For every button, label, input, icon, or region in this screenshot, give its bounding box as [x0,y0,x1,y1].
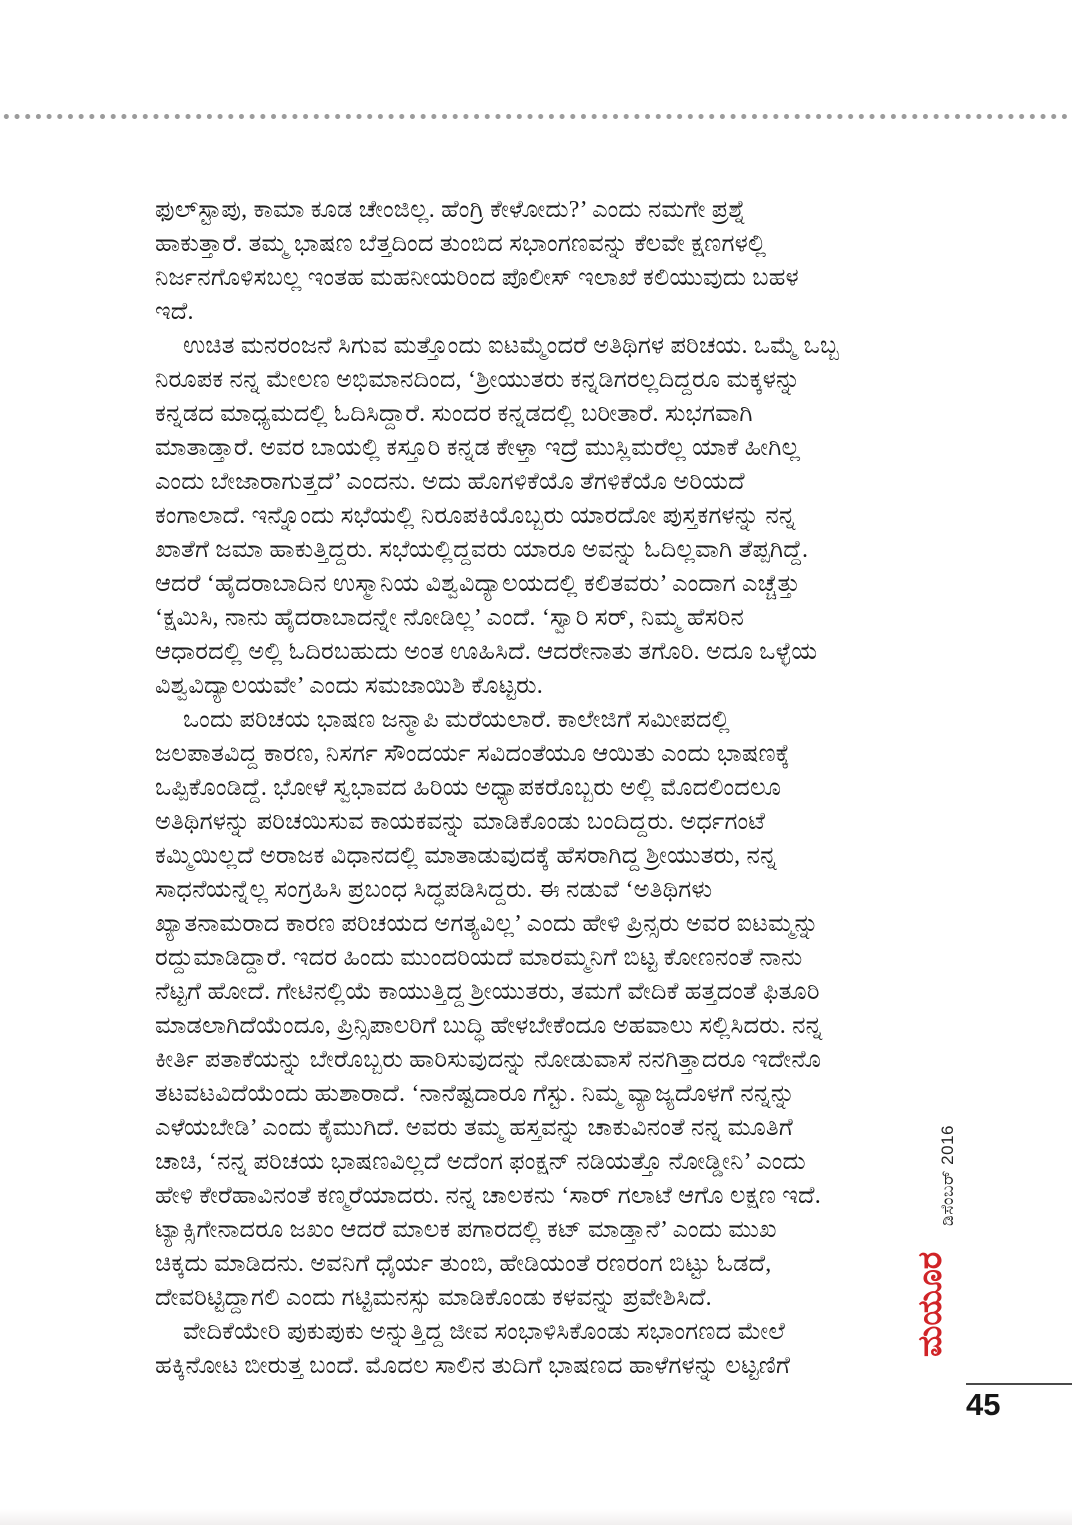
folio-rule [966,1383,1072,1385]
text-line: ಒಂದು ಪರಿಚಯ ಭಾಷಣ ಜನ್ಮಾಪಿ ಮರೆಯಲಾರೆ. ಕಾಲೇಜಿಗೆ ಸಮೀಪದಲ್ಲಿ [183,707,730,733]
dotted-divider [0,113,1072,120]
text-line: ಹಾಕುತ್ತಾರೆ. ತಮ್ಮ ಭಾಷಣ ಬೆತ್ತದಿಂದ ತುಂಬಿದ ಸಭಾಂಗಣವನ್ನು ಕೆಲವೇ ಕ್ಷಣಗಳಲ್ಲಿ [155,231,767,257]
text-line: ಜಲಪಾತವಿದ್ದ ಕಾರಣ, ನಿಸರ್ಗ ಸೌಂದರ್ಯ ಸವಿದಂತೆಯೂ ಆಯಿತು ಎಂದು ಭಾಷಣಕ್ಕೆ [155,741,790,767]
text-line: ಎಳೆಯಬೇಡಿ’ ಎಂದು ಕೈಮುಗಿದೆ. ಅವರು ತಮ್ಮ ಹಸ್ತವನ್ನು ಚಾಕುವಿನಂತೆ ನನ್ನ ಮೂತಿಗೆ [155,1115,793,1141]
text-line: ವೇದಿಕೆಯೇರಿ ಪುಕುಪುಕು ಅನ್ನುತ್ತಿದ್ದ ಜೀವ ಸಂಭಾಳಿಸಿಕೊಂಡು ಸಭಾಂಗಣದ ಮೇಲೆ [183,1319,786,1345]
text-line: ಟ್ಯಾಕ್ಸಿಗೇನಾದರೂ ಜಖಂ ಆದರೆ ಮಾಲಕ ಪಗಾರದಲ್ಲಿ ಕಟ್ ಮಾಡ್ತಾನೆ’ ಎಂದು ಮುಖ [155,1217,777,1243]
page-bottom-edge [0,1509,1072,1525]
text-line: ಸಾಧನೆಯನ್ನೆಲ್ಲ ಸಂಗ್ರಹಿಸಿ ಪ್ರಬಂಧ ಸಿದ್ಧಪಡಿಸಿದ್ದರು. ಈ ನಡುವೆ ‘ಅತಿಥಿಗಳು [155,877,713,903]
text-line: ಚಿಕ್ಕದು ಮಾಡಿದನು. ಅವನಿಗೆ ಧೈರ್ಯ ತುಂಬಿ, ಹೇಡಿಯಂತೆ ರಣರಂಗ ಬಿಟ್ಟು ಓಡದೆ, [155,1251,772,1277]
text-line: ನಿರ್ಜನಗೊಳಿಸಬಲ್ಲ ಇಂತಹ ಮಹನೀಯರಿಂದ ಪೊಲೀಸ್ ಇಲಾಖೆ ಕಲಿಯುವುದು ಬಹಳ [155,265,799,291]
text-line: ಕಮ್ಮಿಯಿಲ್ಲದೆ ಅರಾಜಕ ವಿಧಾನದಲ್ಲಿ ಮಾತಾಡುವುದಕ್ಕೆ ಹೆಸರಾಗಿದ್ದ ಶ್ರೀಯುತರು, ನನ್ನ [155,843,777,869]
paragraph [155,329,955,703]
text-line: ಆದರೆ ‘ಹೈದರಾಬಾದಿನ ಉಸ್ಮಾನಿಯ ವಿಶ್ವವಿದ್ಯಾಲಯದಲ್ಲಿ ಕಲಿತವರು’ ಎಂದಾಗ ಎಚ್ಚೆತ್ತು [155,571,801,597]
paragraph [155,703,955,1315]
magazine-title: ಮಯೂರ [913,1251,949,1357]
text-line: ಮಾತಾಡ್ತಾರೆ. ಅವರ ಬಾಯಲ್ಲಿ ಕಸ್ತೂರಿ ಕನ್ನಡ ಕೇಳ್ತಾ ಇದ್ರೆ ಮುಸ್ಲಿಮರೆಲ್ಲ ಯಾಕೆ ಹೀಗಿಲ್ಲ [155,435,801,461]
text-line: ‘ಕ್ಷಮಿಸಿ, ನಾನು ಹೈದರಾಬಾದನ್ನೇ ನೋಡಿಲ್ಲ’ ಎಂದೆ. ‘ಸ್ವಾರಿ ಸರ್, ನಿಮ್ಮ ಹೆಸರಿನ [155,605,745,631]
text-line: ರದ್ದುಮಾಡಿದ್ದಾರೆ. ಇದರ ಹಿಂದು ಮುಂದರಿಯದೆ ಮಾರಮ್ಮನಿಗೆ ಬಿಟ್ಟ ಕೋಣನಂತೆ ನಾನು [155,945,803,971]
text-line: ಕಂಗಾಲಾದೆ. ಇನ್ನೊಂದು ಸಭೆಯಲ್ಲಿ ನಿರೂಪಕಿಯೊಬ್ಬರು ಯಾರದೋ ಪುಸ್ತಕಗಳನ್ನು ನನ್ನ [155,503,796,529]
text-line: ಅತಿಥಿಗಳನ್ನು ಪರಿಚಯಿಸುವ ಕಾಯಕವನ್ನು ಮಾಡಿಕೊಂಡು ಬಂದಿದ್ದರು. ಅರ್ಧಗಂಟೆ [155,809,766,835]
text-line: ವಿಶ್ವವಿದ್ಯಾಲಯವೇ’ ಎಂದು ಸಮಜಾಯಿಶಿ ಕೊಟ್ಟರು. [155,673,543,699]
text-line: ನಿರೂಪಕ ನನ್ನ ಮೇಲಣ ಅಭಿಮಾನದಿಂದ, ‘ಶ್ರೀಯುತರು ಕನ್ನಡಿಗರಲ್ಲದಿದ್ದರೂ ಮಕ್ಕಳನ್ನು [155,367,801,393]
page-number: 45 [966,1387,1001,1422]
text-line: ಹೇಳಿ ಕೇರೆಹಾವಿನಂತೆ ಕಣ್ಮರೆಯಾದರು. ನನ್ನ ಚಾಲಕನು ‘ಸಾರ್ ಗಲಾಟೆ ಆಗೊ ಲಕ್ಷಣ ಇದೆ. [155,1183,821,1209]
text-line: ಚಾಚಿ, ‘ನನ್ನ ಪರಿಚಯ ಭಾಷಣವಿಲ್ಲದೆ ಅದೆಂಗ ಫಂಕ್ಷನ್ ನಡಿಯತ್ತೊ ನೋಡ್ಡೀನಿ’ ಎಂದು [155,1149,806,1175]
text-column [155,193,955,1383]
text-line: ಖ್ಯಾತನಾಮರಾದ ಕಾರಣ ಪರಿಚಯದ ಅಗತ್ಯವಿಲ್ಲ’ ಎಂದು ಹೇಳಿ ಪ್ರಿನ್ಸರು ಅವರ ಐಟಮ್ಮನ್ನು [155,911,819,937]
text-line: ಎಂದು ಬೇಜಾರಾಗುತ್ತದೆ’ ಎಂದನು. ಅದು ಹೊಗಳಿಕೆಯೊ ತೆಗಳಿಕೆಯೊ ಅರಿಯದೆ [155,469,745,495]
text-line: ಫುಲ್‌ಸ್ಟಾಪು, ಕಾಮಾ ಕೂಡ ಚೇಂಜಿಲ್ಲ. ಹೆಂಗ್ರಿ ಕೇಳೋದು?’ ಎಂದು ನಮಗೇ ಪ್ರಶ್ನೆ [155,197,746,223]
text-line: ಕೀರ್ತಿ ಪತಾಕೆಯನ್ನು ಬೇರೊಬ್ಬರು ಹಾರಿಸುವುದನ್ನು ನೋಡುವಾಸೆ ನನಗಿತ್ತಾದರೂ ಇದೇನೊ [155,1047,822,1073]
text-line: ಇದೆ. [155,299,194,325]
text-line: ತಟವಟವಿದೆಯೆಂದು ಹುಶಾರಾದೆ. ‘ನಾನೆಷ್ಟದಾರೂ ಗೆಸ್ಟು. ನಿಮ್ಮ ವ್ಯಾಜ್ಯದೊಳಗೆ ನನ್ನನ್ನು [155,1081,796,1107]
text-line: ಖಾತೆಗೆ ಜಮಾ ಹಾಕುತ್ತಿದ್ದರು. ಸಭೆಯಲ್ಲಿದ್ದವರು ಯಾರೂ ಅವನ್ನು ಓದಿಲ್ಲವಾಗಿ ತೆಪ್ಪಗಿದ್ದೆ. [155,537,809,563]
text-line: ಆಧಾರದಲ್ಲಿ ಅಲ್ಲಿ ಓದಿರಬಹುದು ಅಂತ ಊಹಿಸಿದೆ. ಆದರೇನಾತು ತಗೊರಿ. ಅದೂ ಒಳ್ಳೆಯ [155,639,818,665]
paragraph [155,193,955,329]
paragraph [155,1315,955,1383]
text-line: ಮಾಡಲಾಗಿದೆಯೆಂದೂ, ಪ್ರಿನ್ಸಿಪಾಲರಿಗೆ ಬುದ್ಧಿ ಹೇಳಬೇಕೆಂದೂ ಅಹವಾಲು ಸಲ್ಲಿಸಿದರು. ನನ್ನ [155,1013,823,1039]
text-line: ಹಕ್ಕಿನೋಟ ಬೀರುತ್ತ ಬಂದೆ. ಮೊದಲ ಸಾಲಿನ ತುದಿಗೆ ಭಾಷಣದ ಹಾಳೆಗಳನ್ನು ಲಟ್ಟಣಿಗೆ [155,1353,791,1379]
text-line: ಕನ್ನಡದ ಮಾಧ್ಯಮದಲ್ಲಿ ಓದಿಸಿದ್ದಾರೆ. ಸುಂದರ ಕನ್ನಡದಲ್ಲಿ ಬರೀತಾರೆ. ಸುಭಗವಾಗಿ [155,401,753,427]
text-line: ದೇವರಿಟ್ಟಿದ್ದಾಗಲಿ ಎಂದು ಗಟ್ಟಿಮನಸ್ಸು ಮಾಡಿಕೊಂಡು ಕಳವನ್ನು ಪ್ರವೇಶಿಸಿದೆ. [155,1285,712,1311]
text-line: ಉಚಿತ ಮನರಂಜನೆ ಸಿಗುವ ಮತ್ತೊಂದು ಐಟಮ್ಮೆಂದರೆ ಅತಿಥಿಗಳ ಪರಿಚಯ. ಒಮ್ಮೆ ಒಬ್ಬ [183,333,840,359]
text-line: ಒಪ್ಪಿಕೊಂಡಿದ್ದೆ. ಭೋಳೆ ಸ್ವಭಾವದ ಹಿರಿಯ ಅಧ್ಯಾಪಕರೊಬ್ಬರು ಅಲ್ಲಿ ಮೊದಲಿಂದಲೂ [155,775,782,801]
text-line: ನೆಟ್ಟಗೆ ಹೋದೆ. ಗೇಟಿನಲ್ಲಿಯೆ ಕಾಯುತ್ತಿದ್ದ ಶ್ರೀಯುತರು, ತಮಗೆ ವೇದಿಕೆ ಹತ್ತದಂತೆ ಫಿತೂರಿ [155,979,820,1005]
issue-date-label: ಡಿಸೆಂಬರ್ 2016 [938,1125,957,1226]
